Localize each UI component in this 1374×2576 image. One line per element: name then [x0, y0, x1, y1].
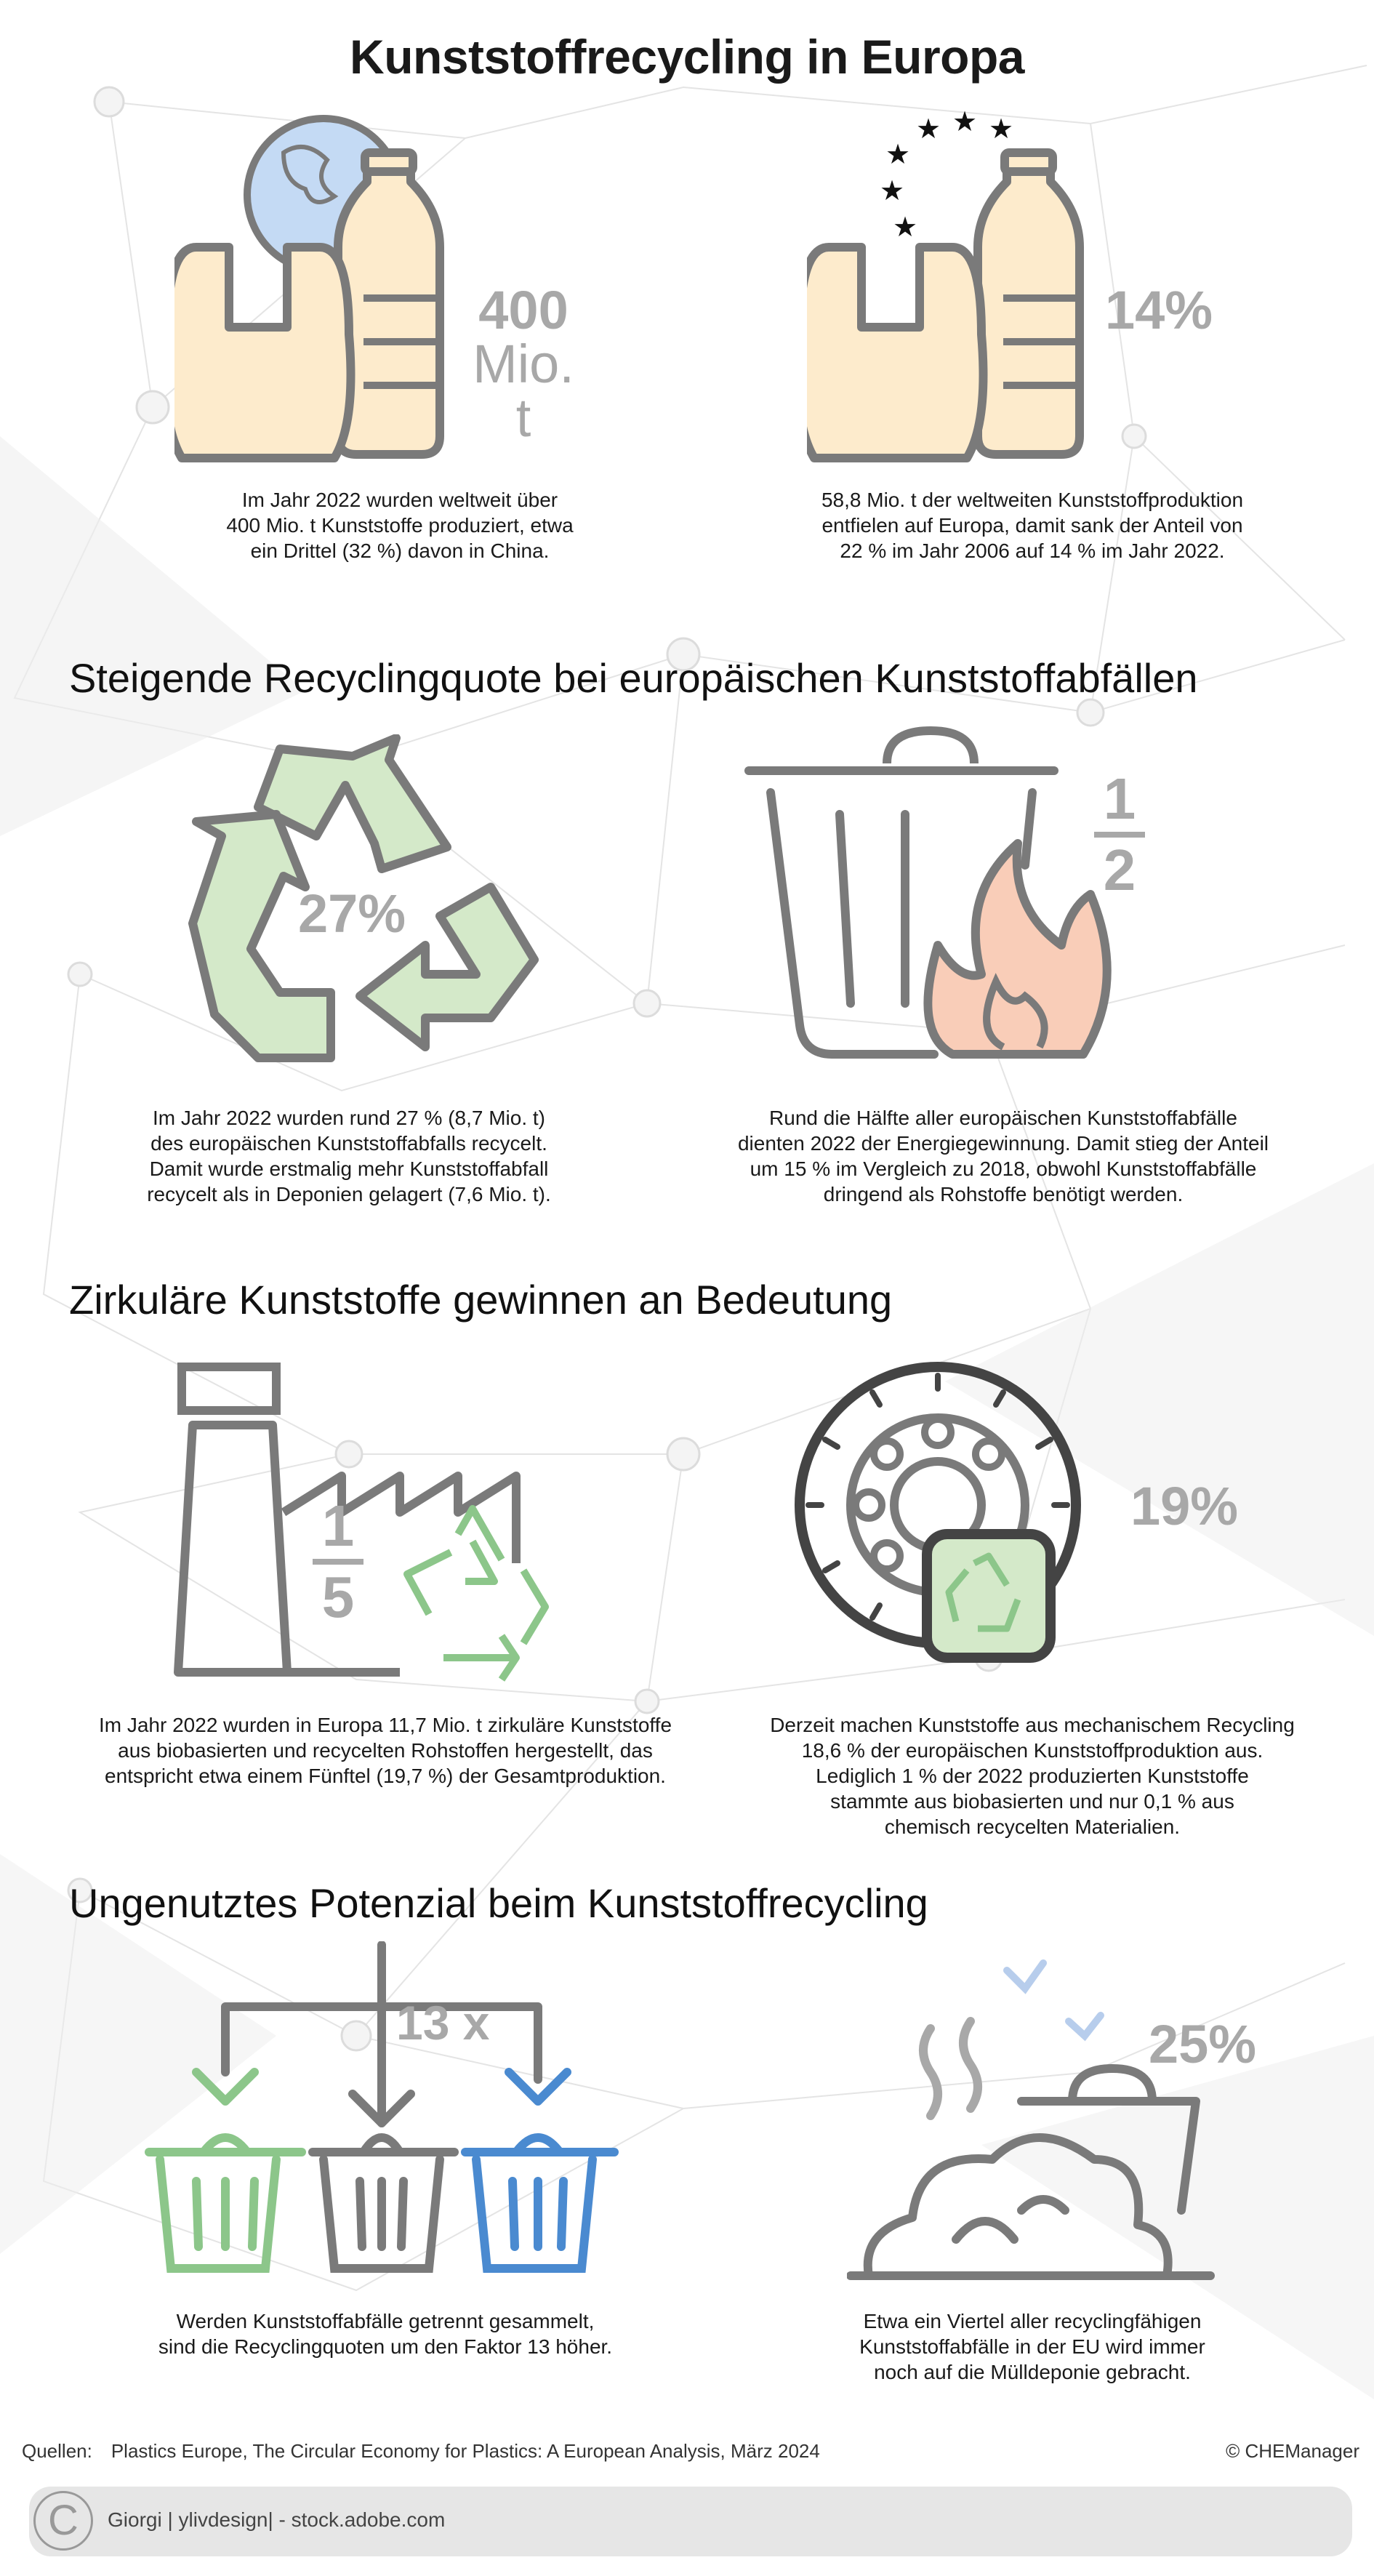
bin-blue-icon [465, 2138, 614, 2268]
fraction-numerator: 1 [1103, 766, 1136, 831]
svg-text:★: ★ [952, 109, 978, 137]
svg-text:★: ★ [893, 211, 918, 243]
fraction-numerator: 1 [321, 1493, 355, 1558]
smell-waves-icon [923, 2021, 978, 2116]
plastic-granule-recycle-icon [771, 1345, 1134, 1680]
fraction-denominator: 5 [321, 1565, 355, 1629]
trash-pile-icon [851, 2069, 1210, 2276]
trash-lid-icon [887, 731, 974, 763]
separate-collection-stat: 13 x [396, 1996, 490, 2050]
svg-text:★: ★ [885, 138, 911, 170]
copyright-notice: © CHEManager [1226, 2440, 1359, 2462]
section-title-circular-plastics: Zirkuläre Kunststoffe gewinnen an Bedeutung [69, 1277, 893, 1323]
fraction-denominator: 2 [1103, 838, 1136, 902]
caption-landfill: Etwa ein Viertel aller recyclingfähigen Kunststoffabfälle in der EU wird immer noch auf die Mülldeponie gebracht. [859, 2310, 1205, 2383]
bottle-icon [978, 160, 1080, 454]
copyright-icon: C [33, 2491, 93, 2551]
europe-share-stat: 14% [1105, 280, 1213, 340]
circular-share-fraction [294, 1493, 382, 1629]
caption-europe-share: 58,8 Mio. t der weltweiten Kunststoffproduktion entfielen auf Europa, damit sank der Anteil von 22 % im Jahr 2006 auf 14 % im Jahr 2022. [821, 489, 1244, 562]
bin-green-icon [149, 2138, 302, 2268]
caption-world-production: Im Jahr 2022 wurden weltweit über 400 Mio. t Kunststoffe produziert, etwa ein Drittel (32 %) davon in China. [226, 489, 574, 562]
world-production-stat [458, 280, 589, 448]
fraction-bar [313, 1559, 363, 1565]
image-credit-text: Giorgi | ylivdesign| - stock.adobe.com [108, 2508, 446, 2531]
sorting-bins-icon [142, 1941, 636, 2283]
landfill-share-stat: 25% [1149, 2014, 1257, 2074]
image-credit-bar [29, 2487, 1352, 2556]
recycling-rate-stat: 27% [298, 883, 406, 944]
plastic-bag-icon [807, 247, 984, 458]
sources-label: Quellen: [22, 2440, 92, 2462]
svg-text:★: ★ [880, 174, 905, 206]
section-title-recycling-rate: Steigende Recyclingquote bei europäischen Kunststoffabfällen [69, 655, 1198, 701]
caption-separate-collection: Werden Kunststoffabfälle getrennt gesammelt, sind die Recyclingquoten um den Faktor 13 höher. [158, 2310, 613, 2358]
section-title-unused-potential: Ungenutztes Potenzial beim Kunststoffrecycling [69, 1880, 928, 1926]
mechanical-recycling-stat: 19% [1130, 1476, 1239, 1536]
globe-bag-bottle-icon [174, 109, 465, 473]
sources-text: Plastics Europe, The Circular Economy for Plastics: A European Analysis, März 2024 [111, 2440, 820, 2462]
svg-text:★: ★ [989, 113, 1014, 145]
factory-chimney-icon [178, 1425, 287, 1672]
caption-recycling-rate: Im Jahr 2022 wurden rund 27 % (8,7 Mio. t) des europäischen Kunststoffabfalls recycelt. Damit wurde erstmalig mehr Kunststoffabfall recycelt als in Deponien gelagert (7,6 Mio. t). [147, 1107, 551, 1205]
recycle-symbol-icon [407, 1509, 545, 1680]
stat-unit: Mio. t [473, 334, 574, 448]
fraction-bar [1094, 832, 1145, 838]
bin-gray-icon [313, 2138, 454, 2268]
svg-text:★: ★ [916, 113, 941, 145]
energy-recovery-fraction [1076, 766, 1163, 902]
birds-icon [1007, 1963, 1101, 2036]
plastic-bag-icon [174, 247, 351, 458]
landfill-icon [847, 1956, 1225, 2290]
sources-line [22, 2440, 820, 2463]
eu-stars-bag-bottle-icon [807, 109, 1141, 473]
bottle-icon [338, 160, 440, 454]
page-title: Kunststoffrecycling in Europa [350, 30, 1024, 84]
stat-value: 400 [478, 280, 569, 340]
caption-circular-plastics: Im Jahr 2022 wurden in Europa 11,7 Mio. t zirkuläre Kunststoffe aus biobasierten und recycelten Rohstoffen hergestellt, das entspricht etwa einem Fünftel (19,7 %) der Gesamtproduktion. [98, 1714, 672, 1787]
trash-can-icon [771, 793, 934, 1054]
caption-energy-recovery: Rund die Hälfte aller europäischen Kunststoffabfälle dienten 2022 der Energiegewinnung. Damit stieg der Anteil um 15 % im Vergleich zu 2018, obwohl Kunststoffabfälle dringend als Rohstoffe benötigt werden. [737, 1107, 1269, 1205]
caption-mechanical-recycling: Derzeit machen Kunststoffe aus mechanischem Recycling 18,6 % der europäischen Kunststoffproduktion aus. Lediglich 1 % der 2022 produzierten Kunststoffe stammte aus biobasierten und nur 0,1 % aus chemisch recycelten Materialien. [770, 1714, 1295, 1838]
